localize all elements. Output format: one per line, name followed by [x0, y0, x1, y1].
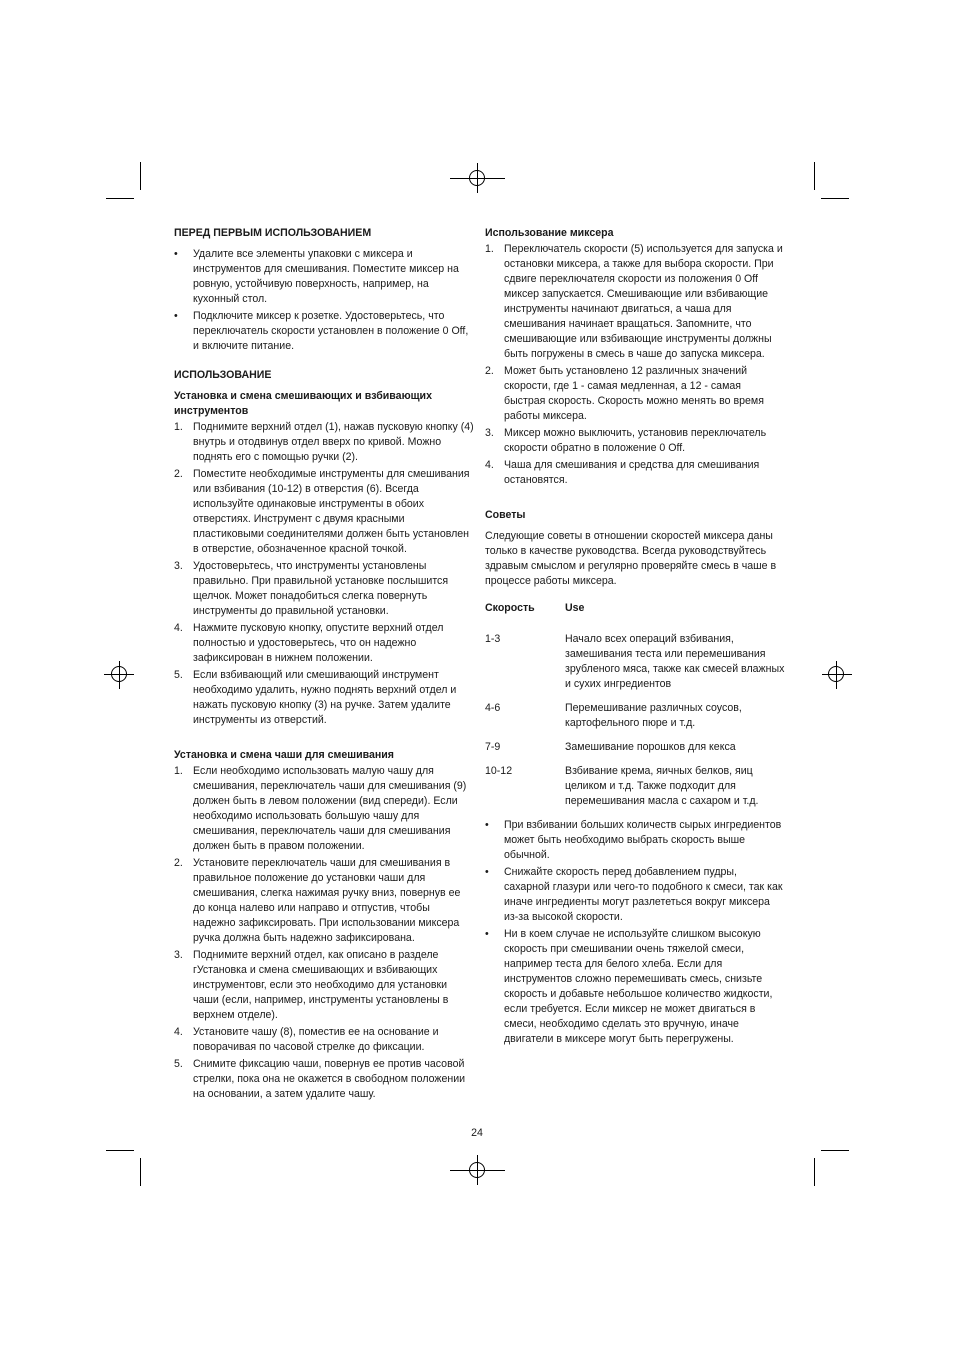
page-number: 24	[471, 1127, 483, 1139]
list-item: • Снижайте скорость перед добавлением пудры, сахарной глазури или чего-то подобного к смеси, так как иначе ингредиенты могут разлететься вокруг миксера из-за высокой скорости.	[485, 866, 783, 923]
subsection-title-tools: Установка и смена смешивающих и взбивающих инструментов	[174, 390, 432, 417]
tips-intro: Следующие советы в отношении скоростей миксера даны только в качестве руководства. Всегда руководствуйтесь здравым смыслом и регулярно проверяйте смесь в чаше в процессе работы миксера.	[485, 530, 777, 587]
list-item: 5. Если взбивающий или смешивающий инструмент необходимо удалить, нужно поднять верхний отдел и нажать пусковую кнопку (3) на ручке. Затем удалите инструменты из отверстий.	[174, 669, 457, 726]
tools-steps-list	[174, 420, 474, 728]
list-item: 1. Если необходимо использовать малую чашу для смешивания, переключатель чаши для смешивания (9) должен быть в левом положении (вид спереди). Если необходимо использовать большую чашу для смешивания, переключатель чаши для смешивания должен быть в правом положении.	[174, 765, 467, 852]
before-first-use-list	[174, 247, 474, 354]
use-cell: Перемешивание различных соусов, картофельного пюре и т.д.	[565, 702, 742, 729]
list-item: 1. Поднимите верхний отдел (1), нажав пусковую кнопку (4) внутрь и отодвинув отдел вверх по кривой. Можно поднять его с помощью ручки (2).	[174, 421, 474, 463]
bullet-icon: •	[174, 310, 178, 322]
speed-cell: 4-6	[485, 702, 501, 714]
crop-mark-bl-h	[106, 1150, 134, 1151]
left-column	[174, 226, 474, 1104]
right-column	[485, 226, 785, 1049]
list-item: 4. Установите чашу (8), поместив ее на основание и поворачивая по часовой стрелке до фиксации.	[174, 1026, 439, 1053]
table-header-speed: Скорость	[485, 602, 535, 614]
list-item: 2. Может быть установлено 12 различных значений скорости, где 1 - самая медленная, а 12 - самая быстрая скорость. Скорость можно менять во время работы миксера.	[485, 365, 764, 422]
list-item: 4. Чаша для смешивания и средства для смешивания остановятся.	[485, 459, 760, 486]
table-row	[485, 764, 785, 818]
list-item: • При взбивании больших количеств сырых ингредиентов может быть необходимо выбрать скорость выше обычной.	[485, 819, 782, 861]
subsection-title-tips: Советы	[485, 509, 526, 521]
crop-mark-tr-v	[814, 162, 815, 190]
table-header-use: Use	[565, 602, 585, 614]
list-item: 2. Установите переключатель чаши для смешивания в правильное положение до установки чаши для смешивания, слегка нажимая ручку вниз, повернув ее до конца налево или направо и отпустив, чтобы надежно зафиксировать. При использовании миксера ручка должна быть надежно зафиксирована.	[174, 857, 461, 944]
speed-cell: 10-12	[485, 765, 513, 777]
list-item: 3. Удостоверьтесь, что инструменты установлены правильно. При правильной установке послышится щелчок. Может понадобиться слегка повернуть инструменты до правильной установки.	[174, 560, 449, 617]
list-item: • Удалите все элементы упаковки с миксера и инструментов для смешивания. Поместите миксер на ровную, устойчивую поверхность, например, на кухонный стол.	[174, 248, 459, 305]
bullet-icon: •	[485, 928, 489, 940]
bullet-icon: •	[174, 248, 178, 260]
list-item: 4. Нажмите пусковую кнопку, опустите верхний отдел полностью и удостоверьтесь, что он надежно зафиксирован в нижнем положении.	[174, 622, 444, 664]
crop-mark-tr-h	[821, 198, 849, 199]
speed-cell: 7-9	[485, 741, 501, 753]
crop-mark-bl-v	[140, 1158, 141, 1186]
speed-table	[485, 601, 785, 818]
table-row	[485, 740, 785, 764]
list-item: 5. Снимите фиксацию чаши, повернув ее против часовой стрелки, пока она не окажется в свободном положении на основании, а затем удалите чашу.	[174, 1058, 466, 1100]
tips-bullet-list	[485, 818, 785, 1047]
list-item: 3. Миксер можно выключить, установив переключатель скорости обратно в положение 0 Off.	[485, 427, 767, 454]
crop-mark-br-v	[814, 1158, 815, 1186]
section-title-usage: ИСПОЛЬЗОВАНИЕ	[174, 369, 272, 381]
bullet-icon: •	[485, 819, 489, 831]
subsection-title-bowl: Установка и смена чаши для смешивания	[174, 749, 394, 761]
use-cell: Начало всех операций взбивания, замешивания теста или перемешивания зрубленого мяса, также как смесей влажных и сухих ингредиентов	[565, 633, 785, 690]
mixer-use-list	[485, 242, 785, 488]
subsection-title-mixer-use: Использование миксера	[485, 227, 614, 239]
list-item: 3. Поднимите верхний отдел, как описано в разделе гУстановка и смена смешивающих и взбивающих инструментовг, если это необходимо для установки чаши (если, например, инструменты установлены в верхнем отделе).	[174, 949, 449, 1021]
use-cell: Замешивание порошков для кекса	[565, 741, 736, 753]
list-item: • Ни в коем случае не используйте слишком высокую скорость при смешивании очень тяжелой смеси, например теста для белого хлеба. Если для инструментов сложно перемешивать смесь, снизьте скорость и добавьте небольшое количество жидкости, если требуется. Если миксер не может двигаться в смеси, необходимо сделать это вручную, иначе двигатели в миксере могут быть перегружены.	[485, 928, 773, 1045]
list-item: 2. Поместите необходимые инструменты для смешивания или взбивания (10-12) в отверстия (6). Всегда используйте одинаковые инструменты в обоих отверстиях. Инструмент с двумя красными пластиковыми соединителями должен быть установлен в отверстие, обозначенное красной точкой.	[174, 468, 470, 555]
crop-mark-br-h	[821, 1150, 849, 1151]
bowl-steps-list	[174, 764, 474, 1102]
section-title-before-first-use: ПЕРЕД ПЕРВЫМ ИСПОЛЬЗОВАНИЕМ	[174, 227, 372, 239]
list-item: 1. Переключатель скорости (5) используется для запуска и остановки миксера, а также для выбора скорости. При сдвиге переключателя скорости из положения 0 Off миксер запускается. Смешивающие или взбивающие инструменты начинают двигаться, а чаша для смешивания начинает вращаться. Запомните, что смешивающие или взбивающие инструменты должны быть погружены в смесь в чаше до запуска миксера.	[485, 243, 783, 360]
crop-mark-tl-v	[140, 162, 141, 190]
list-item: • Подключите миксер к розетке. Удостоверьтесь, что переключатель скорости установлен в положение 0 Off, и включите питание.	[174, 310, 469, 352]
table-row	[485, 632, 785, 701]
speed-cell: 1-3	[485, 633, 501, 645]
bullet-icon: •	[485, 866, 489, 878]
crop-mark-tl-h	[106, 198, 134, 199]
table-row	[485, 701, 785, 740]
use-cell: Взбивание крема, яичных белков, яиц целиком и т.д. Также подходит для перемешивания масла с сахаром и т.д.	[565, 765, 759, 807]
table-header-row	[485, 601, 785, 632]
